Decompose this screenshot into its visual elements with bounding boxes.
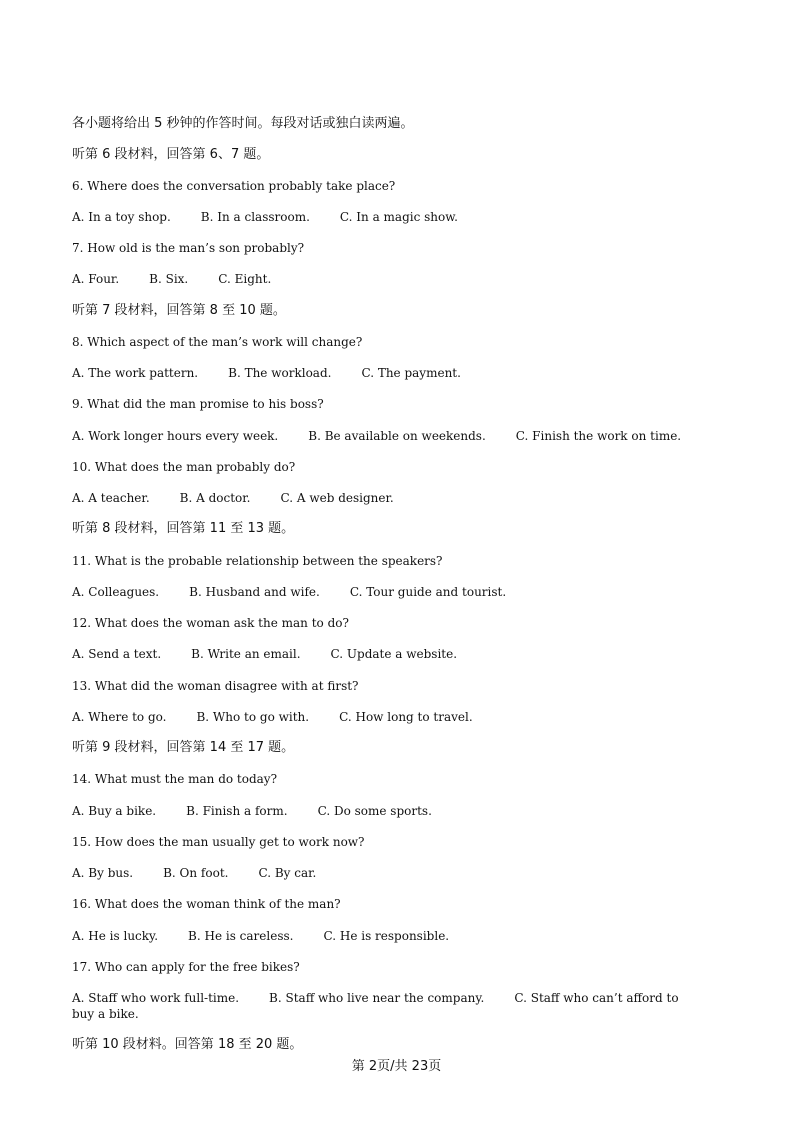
option-c: C. The payment. bbox=[361, 366, 461, 380]
option-b: B. Be available on weekends. bbox=[308, 429, 486, 443]
section-heading-7: 听第 7 段材料，回答第 8 至 10 题。 bbox=[72, 303, 286, 318]
option-b: B. He is careless. bbox=[188, 929, 294, 943]
option-a: A. He is lucky. bbox=[72, 929, 159, 943]
question-8: 8. Which aspect of the man’s work will change? bbox=[72, 335, 363, 349]
options-16 bbox=[72, 928, 479, 944]
option-c: C. In a magic show. bbox=[339, 210, 458, 224]
option-a: A. Colleagues. bbox=[72, 585, 160, 599]
question-7: 7. How old is the man’s son probably? bbox=[72, 241, 305, 255]
option-a: A. Work longer hours every week. bbox=[72, 429, 279, 443]
options-14 bbox=[72, 803, 462, 819]
option-b: B. In a classroom. bbox=[200, 210, 310, 224]
option-a: A. Four. bbox=[72, 272, 120, 286]
option-b: B. A doctor. bbox=[179, 491, 251, 505]
section-heading-8: 听第 8 段材料，回答第 11 至 13 题。 bbox=[72, 521, 295, 536]
question-6: 6. Where does the conversation probably take place? bbox=[72, 179, 396, 193]
option-b: B. Staff who live near the company. bbox=[269, 991, 485, 1005]
options-12 bbox=[72, 646, 487, 662]
options-6 bbox=[72, 209, 488, 225]
options-8 bbox=[72, 365, 491, 381]
option-a: A. The work pattern. bbox=[72, 366, 199, 380]
section-heading-6: 听第 6 段材料，回答第 6、7 题。 bbox=[72, 147, 270, 162]
question-17: 17. Who can apply for the free bikes? bbox=[72, 960, 300, 974]
option-b: B. Write an email. bbox=[191, 647, 301, 661]
section-heading-9: 听第 9 段材料，回答第 14 至 17 题。 bbox=[72, 740, 295, 755]
page-number: 第 2页/共 23页 bbox=[351, 1059, 442, 1074]
option-b: B. On foot. bbox=[163, 866, 229, 880]
options-9 bbox=[72, 428, 711, 444]
options-13 bbox=[72, 709, 503, 725]
instructions-text: 各小题将给出 5 秒钟的作答时间。每段对话或独白读两遍。 bbox=[72, 116, 414, 131]
option-c: C. Do some sports. bbox=[317, 804, 432, 818]
option-b: B. The workload. bbox=[228, 366, 332, 380]
option-a: A. A teacher. bbox=[72, 491, 150, 505]
option-b: B. Six. bbox=[149, 272, 189, 286]
question-11: 11. What is the probable relationship between the speakers? bbox=[72, 554, 443, 568]
question-14: 14. What must the man do today? bbox=[72, 772, 278, 786]
question-12: 12. What does the woman ask the man to do? bbox=[72, 616, 349, 630]
question-9: 9. What did the man promise to his boss? bbox=[72, 397, 324, 411]
option-c: C. How long to travel. bbox=[339, 710, 473, 724]
question-15: 15. How does the man usually get to work now? bbox=[72, 835, 365, 849]
option-c: C. A web designer. bbox=[280, 491, 394, 505]
question-10: 10. What does the man probably do? bbox=[72, 460, 296, 474]
section-heading-10: 听第 10 段材料。回答第 18 至 20 题。 bbox=[72, 1037, 303, 1052]
option-a: A. Staff who work full-time. bbox=[72, 991, 240, 1005]
option-b: B. Finish a form. bbox=[186, 804, 288, 818]
option-b: B. Who to go with. bbox=[196, 710, 310, 724]
question-13: 13. What did the woman disagree with at first? bbox=[72, 679, 359, 693]
option-c-continuation: buy a bike. bbox=[72, 1007, 139, 1021]
option-a: A. Where to go. bbox=[72, 710, 167, 724]
option-a: A. Buy a bike. bbox=[72, 804, 157, 818]
option-c: C. Tour guide and tourist. bbox=[349, 585, 507, 599]
option-a: A. By bus. bbox=[72, 866, 134, 880]
option-c: C. Finish the work on time. bbox=[515, 429, 682, 443]
option-c: C. By car. bbox=[258, 866, 317, 880]
option-c: C. Update a website. bbox=[330, 647, 458, 661]
options-17 bbox=[72, 990, 679, 1006]
option-a: A. Send a text. bbox=[72, 647, 162, 661]
option-c: C. He is responsible. bbox=[323, 929, 450, 943]
question-16: 16. What does the woman think of the man? bbox=[72, 897, 341, 911]
options-15 bbox=[72, 865, 346, 881]
option-c: C. Staff who can’t afford to bbox=[514, 991, 679, 1005]
option-c: C. Eight. bbox=[218, 272, 272, 286]
options-10 bbox=[72, 490, 424, 506]
options-11 bbox=[72, 584, 536, 600]
options-7 bbox=[72, 271, 301, 287]
option-a: A. In a toy shop. bbox=[72, 210, 171, 224]
option-b: B. Husband and wife. bbox=[189, 585, 320, 599]
